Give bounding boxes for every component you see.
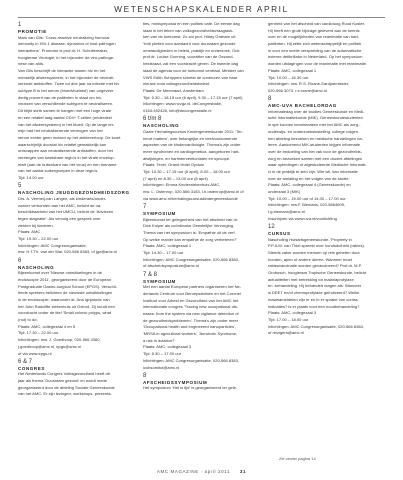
entry-text: in voor een snelle verspreiding van de automatische — [268, 47, 362, 53]
entry-text: Tijd: 14.30 – 17.00 uur — [143, 250, 184, 255]
entry-text: omstandigheden in beleid, praktijk en onderzoek. Ook — [143, 47, 240, 53]
entry-category: NASCHOLING — [18, 264, 55, 270]
entry-date: 6 & 7 — [18, 358, 33, 365]
entry-text: Grobusch, hoogleraar Tropische Geneeskunde, belicht — [268, 270, 367, 276]
entry-text: georganiseerd door de afdeling Sociale Geneeskunde — [18, 384, 115, 390]
entry-text: Steeds vaker worden mensen op reis gebeten door — [268, 250, 360, 255]
entry-text: ci in de praktijk te zien zijn. Wie wil, kan informatie — [268, 168, 358, 174]
entry-text: nieuwe nota volksgezondheidsbeleid. — [143, 81, 211, 87]
entry-text: Plaats: AMC, collegezaal 4 en 5 — [18, 323, 76, 329]
entry-text: onderwijs- en onderzoeksinstelling, college volgen, — [268, 128, 360, 134]
entry-text: Op welke manier kan empathie de zorg verbeteren?' — [143, 236, 237, 242]
column-1 — [18, 21, 133, 461]
entry-text: subtype B is het serum (bloedvloeistof) van ongeveer — [18, 88, 114, 94]
entry-text: 020-566 3073, r.s.ruane@amc.nl — [268, 87, 328, 93]
entry-text: Mark van Gils: 'Cross-reactive neutralizing humoral — [18, 34, 110, 40]
entry-text: sche Informatiekunde (MIK). Geneeskundestudenten — [268, 115, 363, 121]
calendar-entry — [268, 21, 383, 93]
entry-text: hoogleraar Virologie, in het bijzonder de viro-pathoge- — [18, 54, 115, 60]
entry-text: derlands Centrum voor Beroepsziekten en het Coronel — [143, 290, 241, 296]
calendar-entry — [143, 21, 258, 113]
entry-category: SYMPOSIUM — [143, 210, 176, 216]
entry-text: serum echter geen invloed op het ziekteverloop. De komt — [18, 134, 121, 140]
page-number: 31 — [239, 469, 247, 474]
entry-text: Tijd: 10.30 – 17.15 uur (6 april), 8.00 – 18.00 uur — [143, 168, 230, 174]
entry-text: Van Gils beschrijft de interactie tussen hiv en het — [18, 68, 106, 74]
entry-text: ontsnappen aan neutraliserende antistoffen, door het — [18, 148, 113, 154]
calendar-entry — [18, 258, 133, 356]
entry-text: dertig procent van de patiënten in staat om hiv- — [18, 94, 103, 100]
entry-text: Inlichtingen: www.ncvgz.nl, deCongresbalie, — [143, 101, 222, 107]
entry-text: een afdeling bezoeken en medische handelingen na- — [268, 135, 363, 141]
entry-text: Tijd: 19.30 – 22.00 uur — [18, 236, 59, 242]
entry-text: Inlichtingen: mw. R.S. Ruane-Sardjoemissier, — [268, 81, 349, 87]
entry-text: Bijeenkomst ter gelegenheid van het afscheid van dr. — [143, 216, 238, 222]
calendar-entry — [18, 22, 133, 180]
entry-text: Inlichtingen: AMC Congresorganisatie, 020-566 8383, — [268, 323, 365, 329]
entry-text: mijn had het neutraliserende vermogen van het — [18, 128, 103, 134]
entry-text: in de endoscopie, waaronder dr. Ana Ignjatovic van — [18, 297, 110, 303]
entry-text: 'Occupational health and engineered nanoparticles', — [143, 324, 236, 330]
entry-text: Tijd: 14.00 uur — [18, 175, 44, 181]
entry-text: internationale congres 'Tracing new occupational dis- — [143, 304, 239, 310]
calendar-entry — [143, 204, 258, 269]
calendar-entry — [143, 373, 258, 391]
entry-text: (not) to do'. — [18, 317, 39, 323]
entry-text: mw. H.T.Th. van der Wal, 020-566 8383, of jgz@amc.nl — [18, 249, 118, 255]
entry-text: virussen van verschillende subtypen te neutraliseren. — [18, 101, 114, 107]
entry-text: zoeker verbonden aan het AMC, belicht de na- — [18, 202, 102, 208]
calendar-entry — [143, 272, 258, 370]
entry-text: Plaats: AMC, collegezaal 4 (Geneeskunde) en — [268, 182, 351, 188]
footer-text: AMC MAGAZINE · april 2011 — [156, 469, 231, 474]
entry-text: Tijd: 10.00 – 16.30 uur — [268, 74, 309, 80]
entry-text: of via www.epgs.nl — [18, 350, 52, 356]
entry-text: of reizigers@amc.nl — [268, 330, 304, 336]
entry-text: Inlichtingen: AMC Congresorganisatie, 020-566 8383, — [143, 256, 240, 262]
entry-text: eases: from the system via new vigilance detection of — [143, 311, 239, 316]
entry-category: SYMPOSIUM — [143, 278, 176, 284]
continued-note: Zie verder pagina 14 — [279, 456, 316, 461]
entry-text: in spe kunnen kennismaken met het AMC als zorg-, — [268, 122, 361, 128]
entry-text: P.P.A.M. van Thiel spreekt over hondsdolheid (rabies). — [268, 243, 365, 249]
entry-text: nese van aids. — [18, 61, 45, 67]
column-3 — [268, 21, 383, 461]
entry-text: Informatiedag over de studies Geneeskunde en Medi- — [268, 108, 365, 114]
entry-text: interactions'. Promotor is prof.dr. H. Schuitemaker, — [18, 47, 109, 53]
entry-text: genheid van het afscheid van cardioloog Ruud Koster. — [268, 21, 365, 26]
entry-text: icohsomitoi@amc.nl — [143, 364, 180, 370]
entry-text: 0164-492426, info@decongresbalie.nl — [143, 107, 212, 113]
entry-text: Inlichtingen: AMC Congresorganisatie, 020-566 8383, — [143, 357, 240, 363]
entry-text: het John Radcliffe ziekenhuis uit Oxford. Zij houdt een — [18, 303, 115, 309]
entry-text: VWS Edith Schippers schetst de contouren van haar — [143, 74, 238, 80]
calendar-entry — [268, 96, 383, 221]
entry-date: 7 & 8 — [143, 271, 158, 278]
entry-text: Hij heeft een grote bijdrage geleverd aan de kennis — [268, 27, 360, 33]
entry-text: worden uitdagingen voor de reanimatie met reanimatie. — [268, 61, 367, 67]
entry-text: staat de agenda voor de toekomst centraal. Minister van — [143, 67, 244, 73]
entry-text: Plaats: AMC — [18, 229, 41, 235]
entry-date: 5 — [18, 183, 22, 190]
entry-text: Drs. A. Vermeij-van Langen, als kinderarts/onder- — [18, 195, 107, 201]
entry-text: heidsraad, zal een voordracht geven. De tweede dag — [143, 61, 238, 67]
entry-text: Plaats: AMC, collegezaal 3 — [268, 310, 317, 316]
entry-text: (7 april) en 8.30 – 13.00 uur (8 april) — [143, 175, 208, 181]
entry-text: van het aantal suikergroepen in deze regio's. — [18, 168, 99, 174]
entry-text: over en de mogelijkheden van reanimatie van hart- — [268, 34, 360, 40]
entry-date: 6 — [18, 257, 22, 264]
entry-text: Thema van het symposium is: 'Empathie uit de verf. — [143, 229, 236, 235]
entry-text: Tijd: 9.30 – 18.15 uur (6 april), 9.30 – 17.15 uur (7 april) — [143, 94, 243, 100]
entry-category: PROMOTIE — [18, 29, 47, 34]
entry-text: onderzaal 3 (MIK) — [268, 189, 301, 194]
entry-text: malariamiddelen zijn er en in er sprake van contra- — [268, 296, 359, 302]
entry-text: endoscopie 2011', georganiseerd door de European — [18, 276, 111, 282]
entry-text: patiënten. Hij zette zich wetenschappelijk en politiek — [268, 41, 362, 47]
entry-text: Inlichtingen: mw.F. Biemans, 020-5664609, — [268, 202, 346, 208]
column-2 — [143, 21, 258, 461]
entry-text: waarschijnlijk doordat hiv relatief gemakkelijk kan — [18, 141, 107, 147]
entry-text: Met een aantal Europese partners organiseren het Ne- — [143, 284, 242, 290]
entry-text: Dick Kuiper als coördinator Geestelijke Verzorging. — [143, 223, 235, 229]
page-footer — [0, 469, 403, 474]
header-rule — [18, 17, 385, 18]
entry-text: via www.amc.nl/herhalingscursuskindergeneeskunde — [143, 195, 238, 201]
entry-text: Plaats: AMC, collegezaal 1 — [143, 243, 192, 249]
entry-date: 6 t/m 8 — [143, 116, 162, 123]
entry-text: mw. L. Ostenrop, 020-566 3183, l.h.ostenrop@amc.nl of — [143, 189, 244, 194]
entry-text: verbergen van kwetsbare regio's in het virale envelop- — [18, 154, 115, 160]
entry-text: Het symposium 'Het is tijd' is georganiseerd ter gele- — [143, 385, 238, 391]
entry-text: immunity in HIV-1 disease; dynamics of host-pathogen — [18, 41, 116, 47]
entry-text: Tijd: 17.30 – 22.00 uur — [18, 330, 59, 336]
entry-text: beschikbaarheid van het UMCU, belicht de 'Adviezen — [18, 209, 114, 215]
entry-text: heurt matters', over belangrijke en veelvoorkomende — [143, 135, 238, 141]
entry-text: jaar als thema 'Duurzaam gezond' en wordt mede — [18, 378, 108, 384]
entry-text: staat in het teken van volksgezondheidsvraagstuk- — [143, 27, 234, 33]
entry-text: Plaats: De Meervaart, Amsterdam — [143, 87, 204, 93]
entry-text: Postgraduate Gastro-surgical School (EPGS). Verschil- — [18, 283, 117, 289]
entry-category: AFSCHEIDSSYMPOSIUM — [143, 379, 208, 385]
calendar-entry — [143, 116, 258, 201]
entry-text: rabiesvaccinatie worden gevaccineerd? Prof.dr. M.P. — [268, 263, 362, 269]
entry-text: tegen stagnatie'. Als vervolg een gesprek over — [18, 215, 101, 221]
entry-text: indicaties? Is er plaats voor een noodbehandeling? — [268, 303, 360, 309]
entry-text: serende antistoffen. Twee tot drie jaar na infectie met hiv — [18, 81, 120, 87]
entry-text: zorg en bezoeken samen met een docent afdelingen — [268, 155, 363, 161]
entry-text: Instituut voor Arbeid en Gezondheid van het AMC het — [143, 297, 239, 303]
entry-category: AMC-UVA BACHELORDAG — [268, 103, 337, 109]
entry-text: Dit blijkt sterk samen te hangen met een hoge virale — [18, 108, 112, 114]
entry-text: aspecten van de kindercardiologie. Thema's zijn onder — [143, 142, 241, 148]
entry-text: over de bedoeling van het vak voor de gezondheids- — [268, 148, 363, 154]
entry-text: actualiteiten met betrekking tot malariaprofylaxe — [268, 276, 354, 282]
entry-text: Inlichtingen: AMC Congresorganisatie, — [18, 242, 87, 248]
entry-category: NASCHOLING JEUGDGEZONDHEIDSZORG — [18, 190, 130, 196]
entry-text: Gazte Herhalingscursus Kindergeneeskunde 2011: 'Ter- — [143, 128, 244, 134]
entry-date: 12 — [268, 224, 275, 231]
entry-text: Tijd: 17.00 – 18.00 uur — [268, 316, 309, 322]
calendar-columns — [18, 21, 385, 461]
entry-text: Plaats: AMC, collegezaal 3 — [143, 344, 192, 350]
entry-text: voordracht onder de titel 'Small colonic polyps, what — [18, 310, 111, 316]
entry-text: Inlichtingen: mw. J. Goedhoop, 020-566 3360, — [18, 337, 101, 343]
entry-text: waar opleidingen of afgestudeerde Medische Informati- — [268, 162, 367, 168]
entry-text: en -behandeling. Hij behandelt vragen als: Wanneer — [268, 283, 362, 289]
entry-text: f.g.biemans@amc.nl. — [268, 209, 307, 215]
entry-text: menselijk afweersysteem, in het bijzonder de neutrali- — [18, 74, 115, 80]
entry-date: 7 — [143, 203, 147, 210]
entry-text: Het Nederlands Congres Volksgezondheid heeft dit — [18, 371, 110, 377]
entry-date: 1 — [18, 22, 22, 28]
entry-text: Plaats: Texel, Grand Hotel Opduin — [143, 162, 205, 168]
entry-category: CONGRES — [18, 365, 45, 371]
page-header: WETENSCHAPSKALENDER APRIL — [114, 4, 289, 14]
entry-date: 8 — [268, 96, 272, 103]
entry-text: is DEET en/of chemoprofylaxe geïndiceerd? Welke — [268, 290, 360, 296]
entry-text: 'MRSA in agricultural workers', 'Aerotoxic Syndrome, — [143, 331, 238, 337]
entry-text: en een relatief laag aantal CD4+ T-cellen (onderdeel — [18, 114, 112, 120]
entry-text: leren. Aankomend MIK-studenten krijgen informatie — [268, 142, 361, 148]
entry-text: lende sprekers belichten de nieuwste ontwikkelingen — [18, 290, 113, 296]
entry-category: NASCHOLING — [143, 123, 180, 129]
entry-text: over de toelating en het volgen van de studie. — [268, 175, 350, 181]
entry-text: j.goedhoop@amc.nl, epgs@amc.nl — [18, 343, 82, 349]
entry-text: Tijd: 8.30 – 17.00 uur — [143, 351, 182, 357]
entry-text: a risk in aviation?' — [143, 337, 176, 343]
entry-text: Bijeenkomst over 'Nieuwe ontwikkelingen in de — [18, 270, 103, 276]
calendar-entry — [18, 183, 133, 254]
entry-text: Nascholing Huisartsgeneeskunde. 'Propriety in — [268, 236, 352, 242]
entry-text: Plaats: AMC, collegezaal 1 — [268, 67, 317, 73]
entry-text: de gezondheidsproblemen'. Thema's zijn onder meer — [143, 317, 239, 323]
entry-text: Inlichtingen: Emma Kinderziekenhuis AMC, — [143, 182, 221, 188]
entry-text: Inschrijven via www.uva.nl/voorlichting — [268, 215, 337, 221]
entry-text: of afscheidsymposium@amc.nl — [143, 263, 200, 269]
entry-text: ken van de toekomst. Zo zal prof. Hilary Graham uit — [143, 34, 236, 40]
entry-text: van het AMC. Er zijn lezingen, workshops, presenta- — [18, 391, 112, 397]
entry-text: ties, minisymposia en een politiek café. De eerste dag — [143, 21, 240, 26]
entry-text: eiwit (aan de buitenkant van het virus) en een toename — [18, 161, 117, 167]
entry-date: 8 — [143, 372, 147, 379]
entry-text: ziekten bij kinderen. — [18, 222, 54, 228]
entry-text: prof.dr. Louise Gunning, voorzitter van de Gezond- — [143, 54, 234, 60]
entry-text: honden, apen of andere dieren. Wanneer moet — [268, 256, 352, 262]
calendar-entry — [268, 224, 383, 335]
entry-category: CURSUS — [268, 231, 291, 237]
entry-text: van het afweersysteem) in het bloed. Op de lange ter- — [18, 121, 115, 127]
entry-text: Tijd: 10.00 – 15.00 uur of 14.00 – 17.00 uur — [268, 195, 346, 201]
entry-text: afwijkingen, en hartinterventionisten en syncope. — [143, 155, 231, 161]
entry-text: externe defibrillator in Nederland. Op het symposium — [268, 54, 363, 60]
calendar-entry — [18, 359, 133, 397]
entry-text: meer syndromen en cardiogenetica, aangeboren hart- — [143, 148, 240, 154]
entry-text: York pleiten voor aandacht voor duurzaam gezonde — [143, 41, 236, 47]
